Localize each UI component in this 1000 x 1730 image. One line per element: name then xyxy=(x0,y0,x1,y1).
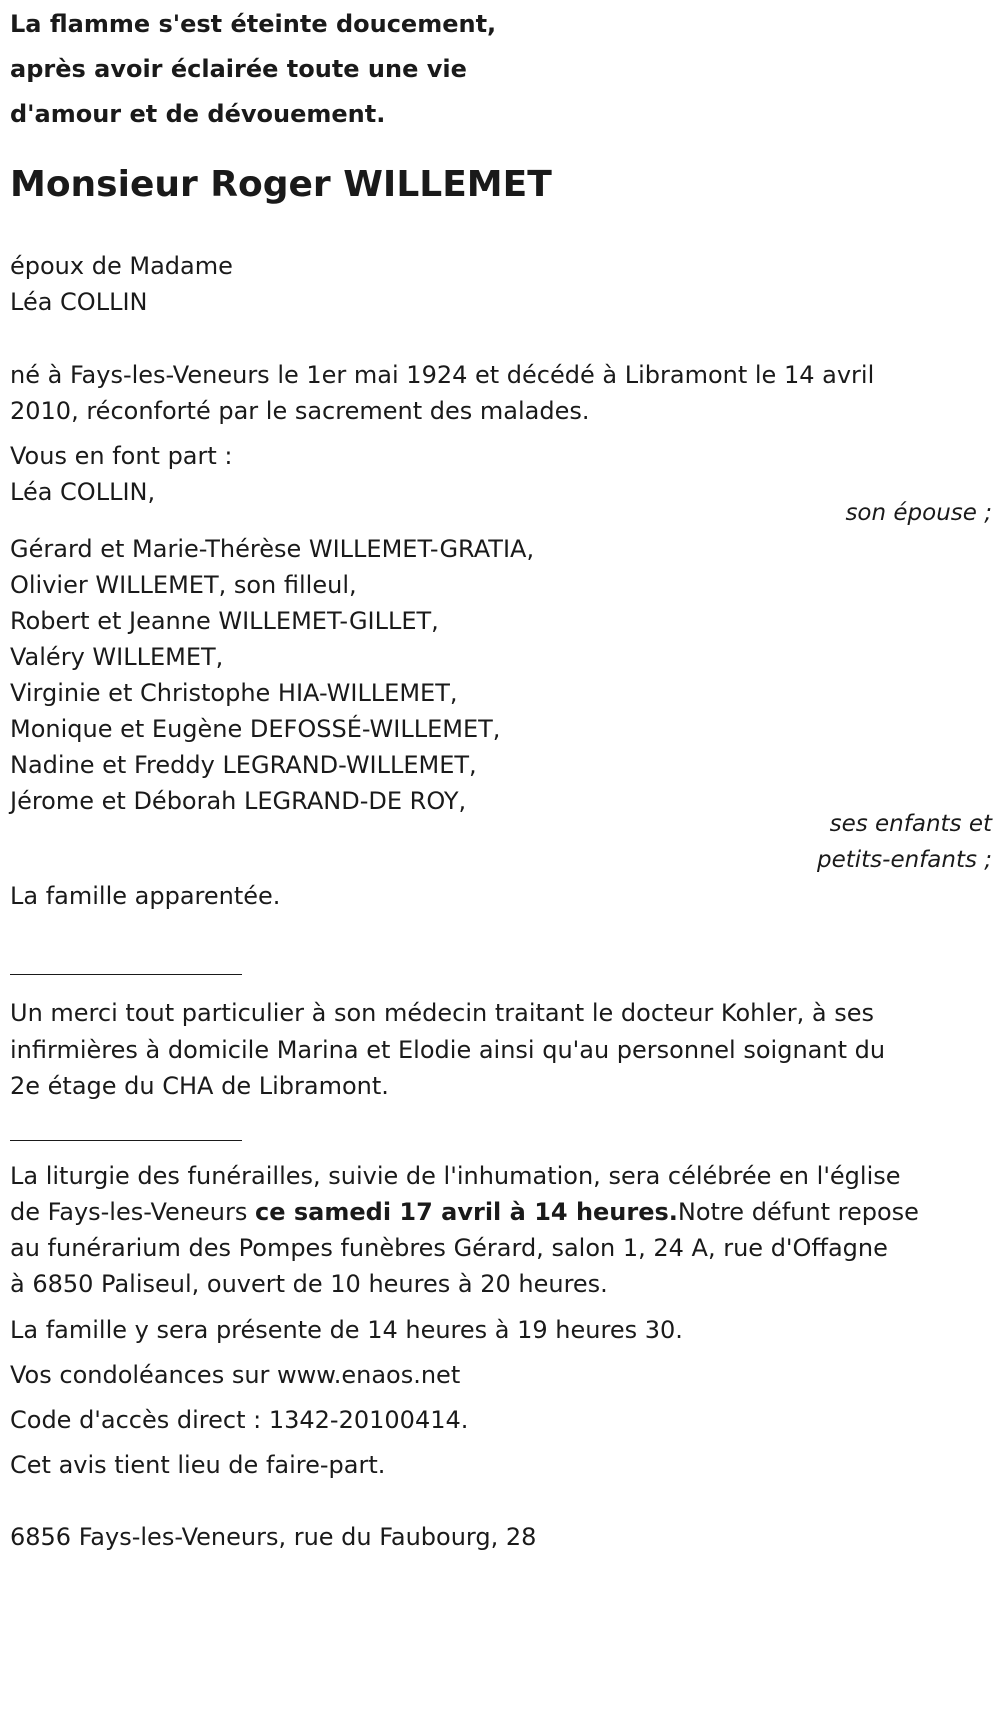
thanks-line-3: 2e étage du CHA de Libramont. xyxy=(10,1072,389,1100)
child-line: Nadine et Freddy LEGRAND-WILLEMET, xyxy=(10,751,477,779)
presence-line: La famille y sera présente de 14 heures à 19 heures 30. xyxy=(10,1316,683,1344)
access-code-line: Code d'accès direct : 1342-20100414. xyxy=(10,1406,469,1434)
birth-death-line-1: né à Fays-les-Veneurs le 1er mai 1924 et décédé à Libramont le 14 avril xyxy=(10,361,875,389)
funeral-line-2-start: de Fays-les-Veneurs xyxy=(10,1198,256,1226)
funeral-line-4: à 6850 Paliseul, ouvert de 10 heures à 20 heures. xyxy=(10,1270,608,1298)
spouse-role: son épouse ; xyxy=(845,500,992,526)
address-line: 6856 Fays-les-Veneurs, rue du Faubourg, 28 xyxy=(10,1523,537,1551)
children-role-line-2: petits-enfants ; xyxy=(816,847,992,873)
intro-line-2: après avoir éclairée toute une vie xyxy=(10,55,467,83)
birth-death-line-2: 2010, réconforté par le sacrement des malades. xyxy=(10,397,590,425)
child-line: Olivier WILLEMET, son filleul, xyxy=(10,571,357,599)
notice-line: Cet avis tient lieu de faire-part. xyxy=(10,1451,386,1479)
children-role-line-1: ses enfants et xyxy=(829,811,992,837)
announcement-intro: Vous en font part : xyxy=(10,442,233,470)
family-line: La famille apparentée. xyxy=(10,882,281,910)
funeral-line-2 xyxy=(10,1198,919,1226)
separator-rule-2 xyxy=(10,1140,242,1141)
funeral-line-2-end: Notre défunt repose xyxy=(677,1198,919,1226)
thanks-line-1: Un merci tout particulier à son médecin traitant le docteur Kohler, à ses xyxy=(10,999,875,1027)
funeral-line-3: au funérarium des Pompes funèbres Gérard, salon 1, 24 A, rue d'Offagne xyxy=(10,1234,888,1262)
child-line: Robert et Jeanne WILLEMET-GILLET, xyxy=(10,607,439,635)
thanks-line-2: infirmières à domicile Marina et Elodie ainsi qu'au personnel soignant du xyxy=(10,1036,886,1064)
spouse-line-1: époux de Madame xyxy=(10,252,233,280)
child-line: Valéry WILLEMET, xyxy=(10,643,224,671)
funeral-date-time: ce samedi 17 avril à 14 heures. xyxy=(255,1198,678,1226)
condolences-line: Vos condoléances sur www.enaos.net xyxy=(10,1361,461,1389)
child-line: Monique et Eugène DEFOSSÉ-WILLEMET, xyxy=(10,715,501,743)
separator-rule-1 xyxy=(10,974,242,975)
funeral-line-1: La liturgie des funérailles, suivie de l'inhumation, sera célébrée en l'église xyxy=(10,1162,901,1190)
child-line: Virginie et Christophe HIA-WILLEMET, xyxy=(10,679,458,707)
deceased-name: Monsieur Roger WILLEMET xyxy=(10,164,552,205)
spouse-line-2: Léa COLLIN xyxy=(10,288,148,316)
intro-line-1: La flamme s'est éteinte doucement, xyxy=(10,10,497,38)
spouse-name: Léa COLLIN, xyxy=(10,478,156,506)
child-line: Gérard et Marie-Thérèse WILLEMET-GRATIA, xyxy=(10,535,535,563)
child-line: Jérome et Déborah LEGRAND-DE ROY, xyxy=(10,787,467,815)
intro-line-3: d'amour et de dévouement. xyxy=(10,100,386,128)
